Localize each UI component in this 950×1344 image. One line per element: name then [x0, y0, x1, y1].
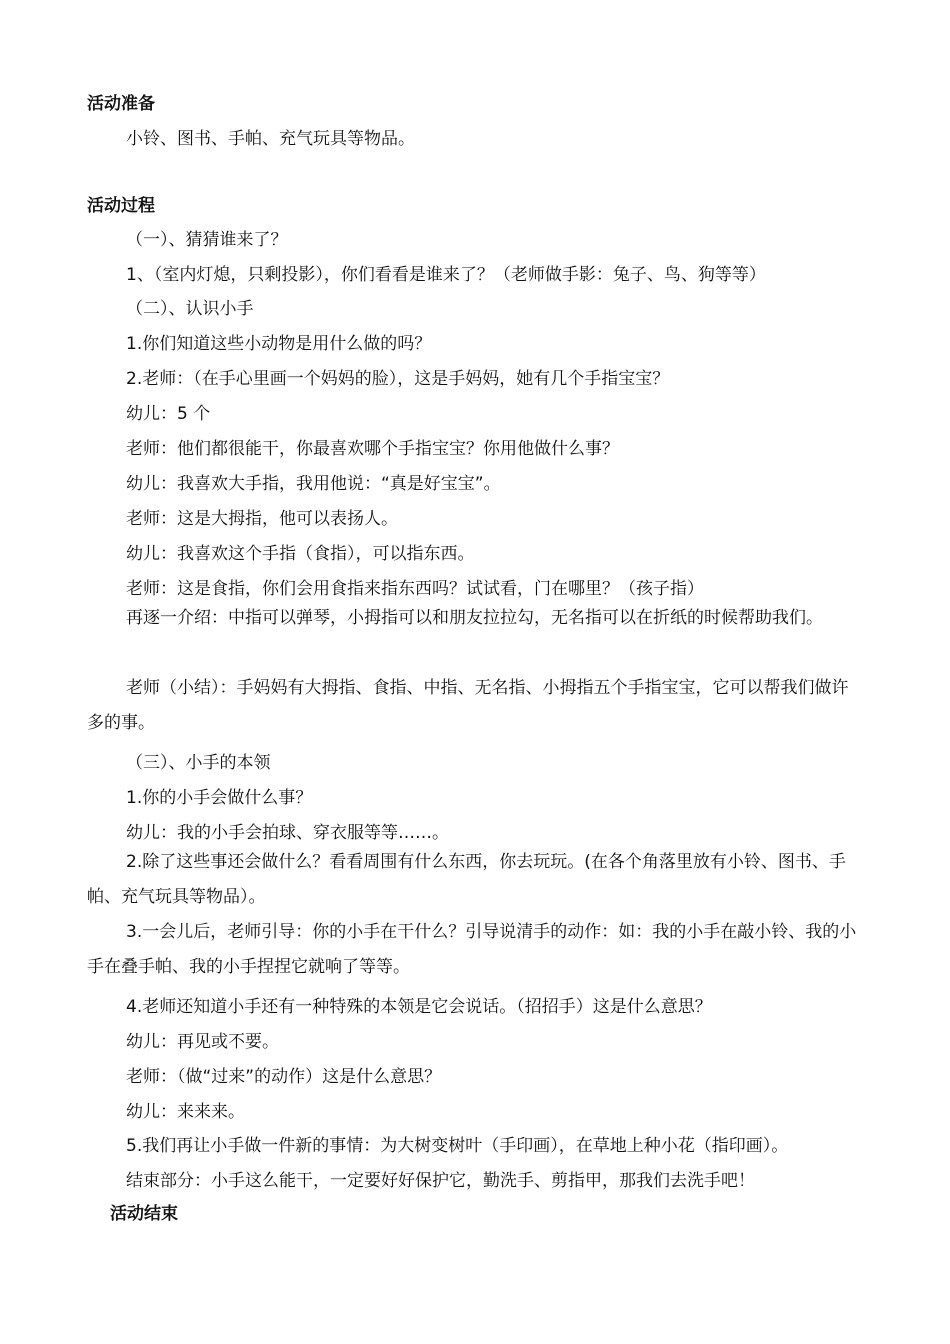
section-heading-end: 活动结束 [110, 1204, 178, 1224]
process-line: 幼儿：我喜欢这个手指（食指），可以指东西。 [126, 544, 475, 564]
process-paragraph: 老师（小结）：手妈妈有大拇指、食指、中指、无名指、小拇指五个手指宝宝，它可以帮我们做许多的事。 [87, 678, 849, 733]
process-line: 1、（室内灯熄，只剩投影），你们看看是谁来了？（老师做手影：兔子、鸟、狗等等） [126, 265, 766, 285]
process-line: 老师：他们都很能干，你最喜欢哪个手指宝宝？你用他做什么事？ [126, 439, 619, 459]
process-line: 老师：这是大拇指，他可以表扬人。 [126, 509, 398, 529]
process-line: 1.你的小手会做什么事？ [126, 788, 313, 808]
process-line: （一）、猜猜谁来了？ [126, 230, 288, 250]
process-line: 幼儿：来来来。 [126, 1102, 245, 1122]
process-line: 幼儿：我喜欢大手指，我用他说：“真是好宝宝”。 [126, 474, 501, 494]
preparation-text: 小铃、图书、手帕、充气玩具等物品。 [126, 129, 415, 149]
section-heading-process: 活动过程 [87, 196, 155, 216]
process-line: 2.老师：（在手心里画一个妈妈的脸），这是手妈妈，她有几个手指宝宝？ [126, 369, 670, 389]
process-line: （二）、认识小手 [126, 299, 254, 319]
process-line: （三）、小手的本领 [126, 753, 271, 773]
process-paragraph: 3.一会儿后，老师引导：你的小手在干什么？引导说清手的动作：如：我的小手在敲小铃、我的小手在叠手帕、我的小手捏捏它就响了等等。 [87, 922, 857, 977]
process-line: 幼儿：5 个 [126, 404, 211, 424]
process-line: 老师：这是食指，你们会用食指来指东西吗？试试看，门在哪里？（孩子指） [126, 579, 704, 599]
process-line: 老师：（做“过来”的动作）这是什么意思？ [126, 1067, 442, 1087]
process-line: 结束部分：小手这么能干，一定要好好保护它，勤洗手、剪指甲，那我们去洗手吧！ [126, 1171, 755, 1191]
process-line: 4.老师还知道小手还有一种特殊的本领是它会说话。（招招手）这是什么意思？ [126, 997, 712, 1017]
process-line: 1.你们知道这些小动物是用什么做的吗？ [126, 334, 432, 354]
process-line: 幼儿：我的小手会拍球、穿衣服等等……。 [126, 823, 449, 843]
process-paragraph: 2.除了这些事还会做什么？看看周围有什么东西，你去玩玩。(在各个角落里放有小铃、图书、手帕、充气玩具等物品）。 [87, 852, 846, 907]
process-line: 幼儿：再见或不要。 [126, 1032, 279, 1052]
process-line: 5.我们再让小手做一件新的事情：为大树变树叶（手印画），在草地上种小花（指印画）。 [126, 1136, 789, 1156]
process-paragraph: 再逐一介绍：中指可以弹琴，小拇指可以和朋友拉拉勾，无名指可以在折纸的时候帮助我们。 [126, 608, 823, 628]
section-heading-preparation: 活动准备 [87, 94, 155, 114]
